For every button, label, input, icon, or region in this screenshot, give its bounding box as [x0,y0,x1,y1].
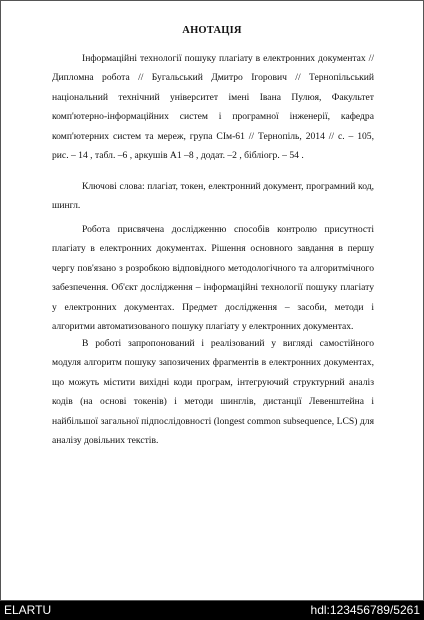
body-paragraph-2: В роботі запропонований і реалізований у вигляді самостійного модуля алгоритм пошуку запозичених фрагментів в електронних документах, що можуть містити вихідні коди програм, інтегруючий структурний аналіз кодів (на основі токенів) і методи шинглів, дистанції Левенштейна і найбільшої загальної підпослідовності (longest common subsequence, LCS) для аналізу довільних текстів. [52,338,374,447]
repository-name: ELARTU [4,603,52,617]
document-title: АНОТАЦІЯ [182,25,242,36]
body-paragraph-1: Робота присвячена дослідженню способів контролю присутності плагіату в електронних документах. Рішення основного завдання в першу чергу пов'язано з розробкою відповідного методологічного та алгоритмічного забезпечення. Об'єкт дослідження – інформаційні технології пошуку плагіату у електронних документах. Предмет дослідження – засоби, методи і алгоритми автоматизованого пошуку плагіату у електронних документах. [52,224,374,333]
abstract-paragraph: Інформаційні технології пошуку плагіату в електронних документах // Дипломна робота // Бугальський Дмитро Ігорович // Тернопільський національний технічний університет імені Івана Пулюя, Факультет комп'ютерно-інформаційних систем і програмної інженерії, кафедра комп'ютерних систем та мереж, група СІм-61 // Тернопіль, 2014 // с. – 105, рис. – 14 , табл. –6 , аркушів А1 –8 , додат. –2 , бібліогр. – 54 . [52,53,374,162]
repository-footer-bar [0,601,424,620]
keywords-paragraph: Ключові слова: плагіат, токен, електронний документ, програмний код, шингл. [52,181,374,212]
handle-identifier[interactable]: hdl:123456789/5261 [310,603,420,617]
